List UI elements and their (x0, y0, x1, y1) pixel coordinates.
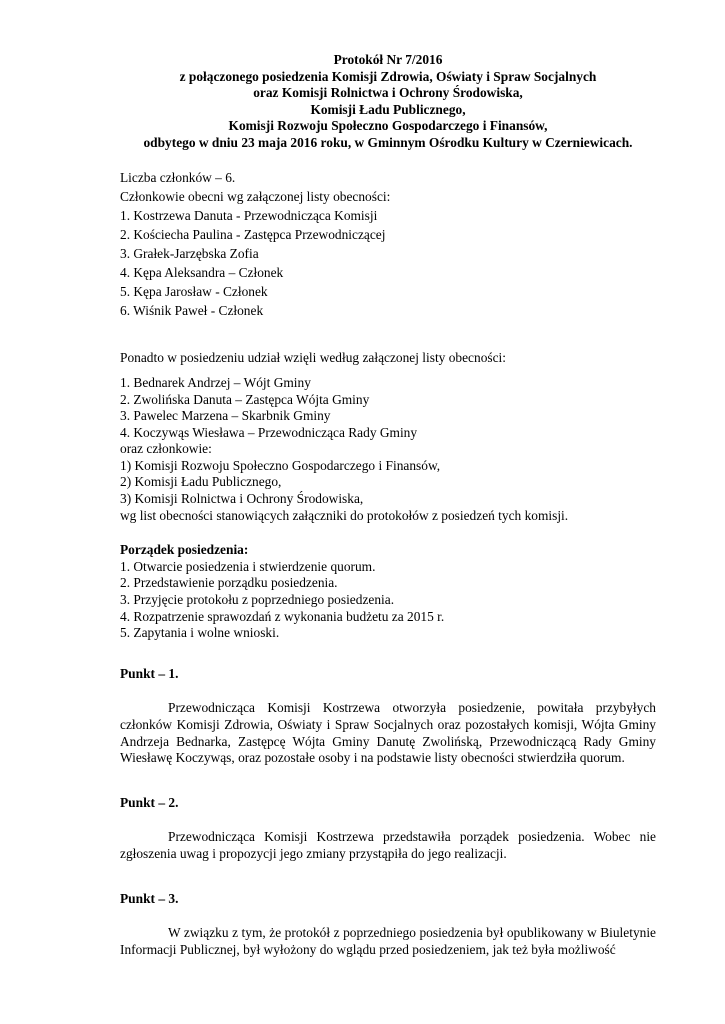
list-item: 3. Przyjęcie protokołu z poprzedniego posiedzenia. (120, 592, 395, 608)
guests-section (120, 350, 656, 524)
point-text: Przewodnicząca Komisji Kostrzewa otworzyła posiedzenie, powitała przybyłych członków Komisji Zdrowia, Oświaty i Spraw Socjalnych oraz pozostałych komisji, Wójta Gminy Andrzeja Bednarka, Zastępcę Wójta Gminy Danutę Zwolińską, Przewodniczącą Rady Gminy Wiesławę Koczywąs, oraz pozostałe osoby i na podstawie listy obecności stwierdziła quorum. (120, 700, 656, 766)
list-item: 1. Otwarcie posiedzenia i stwierdzenie quorum. (120, 558, 376, 574)
list-item: oraz członkowie: (120, 441, 212, 457)
list-item: 4. Rozpatrzenie sprawozdań z wykonania budżetu za 2015 r. (120, 608, 445, 624)
header-line: Komisji Ładu Publicznego, (310, 101, 466, 117)
list-item: 1) Komisji Rozwoju Społeczno Gospodarczego i Finansów, (120, 457, 441, 473)
guests-intro: Ponadto w posiedzeniu udział wzięli według załączonej listy obecności: (120, 350, 506, 366)
list-item: 5. Zapytania i wolne wnioski. (120, 625, 280, 641)
list-item: 3. Grałek-Jarzębska Zofia (120, 245, 259, 261)
list-item: 6. Wiśnik Paweł - Członek (120, 303, 264, 319)
header-line: Komisji Rozwoju Społeczno Gospodarczego i Finansów, (228, 118, 548, 134)
list-item: 1. Kostrzewa Danuta - Przewodnicząca Komisji (120, 207, 378, 223)
point-3-section (120, 891, 656, 959)
list-item: 3) Komisji Rolnictwa i Ochrony Środowiska, (120, 491, 364, 507)
point-text: W związku z tym, że protokół z poprzedniego posiedzenia był opublikowany w Biuletynie Informacji Publicznej, był wyłożony do wglądu przed posiedzeniem, jak też była możliwość (120, 925, 656, 957)
list-item: 2. Kościecha Paulina - Zastępca Przewodniczącej (120, 226, 386, 242)
document-page (120, 52, 656, 958)
point-2-section (120, 795, 656, 863)
document-header (120, 52, 656, 152)
members-count: Liczba członków – 6. (120, 169, 236, 185)
members-section (120, 170, 656, 320)
point-title: Punkt – 2. (120, 794, 179, 810)
header-line: oraz Komisji Rolnictwa i Ochrony Środowiska, (253, 85, 523, 101)
point-title: Punkt – 3. (120, 890, 179, 906)
agenda-title: Porządek posiedzenia: (120, 542, 249, 558)
point-text: Przewodnicząca Komisji Kostrzewa przedstawiła porządek posiedzenia. Wobec nie zgłoszenia uwag i propozycji jego zmiany przystąpiła do jego realizacji. (120, 829, 656, 861)
point-1-section (120, 666, 656, 767)
members-intro: Członkowie obecni wg załączonej listy obecności: (120, 188, 391, 204)
list-item: 5. Kępa Jarosław - Członek (120, 284, 268, 300)
list-item: 1. Bednarek Andrzej – Wójt Gminy (120, 374, 311, 390)
header-line: z połączonego posiedzenia Komisji Zdrowia, Oświaty i Spraw Socjalnych (179, 68, 597, 84)
list-item: 3. Pawelec Marzena – Skarbnik Gminy (120, 408, 331, 424)
agenda-section (120, 542, 656, 642)
list-item: wg list obecności stanowiących załączniki do protokołów z posiedzeń tych komisji. (120, 507, 569, 523)
list-item: 4. Koczywąs Wiesława – Przewodnicząca Rady Gminy (120, 424, 418, 440)
header-title: Protokół Nr 7/2016 (333, 52, 443, 67)
list-item: 2) Komisji Ładu Publicznego, (120, 474, 282, 490)
header-line: odbytego w dniu 23 maja 2016 roku, w Gminnym Ośrodku Kultury w Czerniewicach. (143, 134, 633, 150)
list-item: 4. Kępa Aleksandra – Członek (120, 265, 284, 281)
point-title: Punkt – 1. (120, 665, 179, 681)
list-item: 2. Przedstawienie porządku posiedzenia. (120, 575, 338, 591)
list-item: 2. Zwolińska Danuta – Zastępca Wójta Gminy (120, 391, 370, 407)
